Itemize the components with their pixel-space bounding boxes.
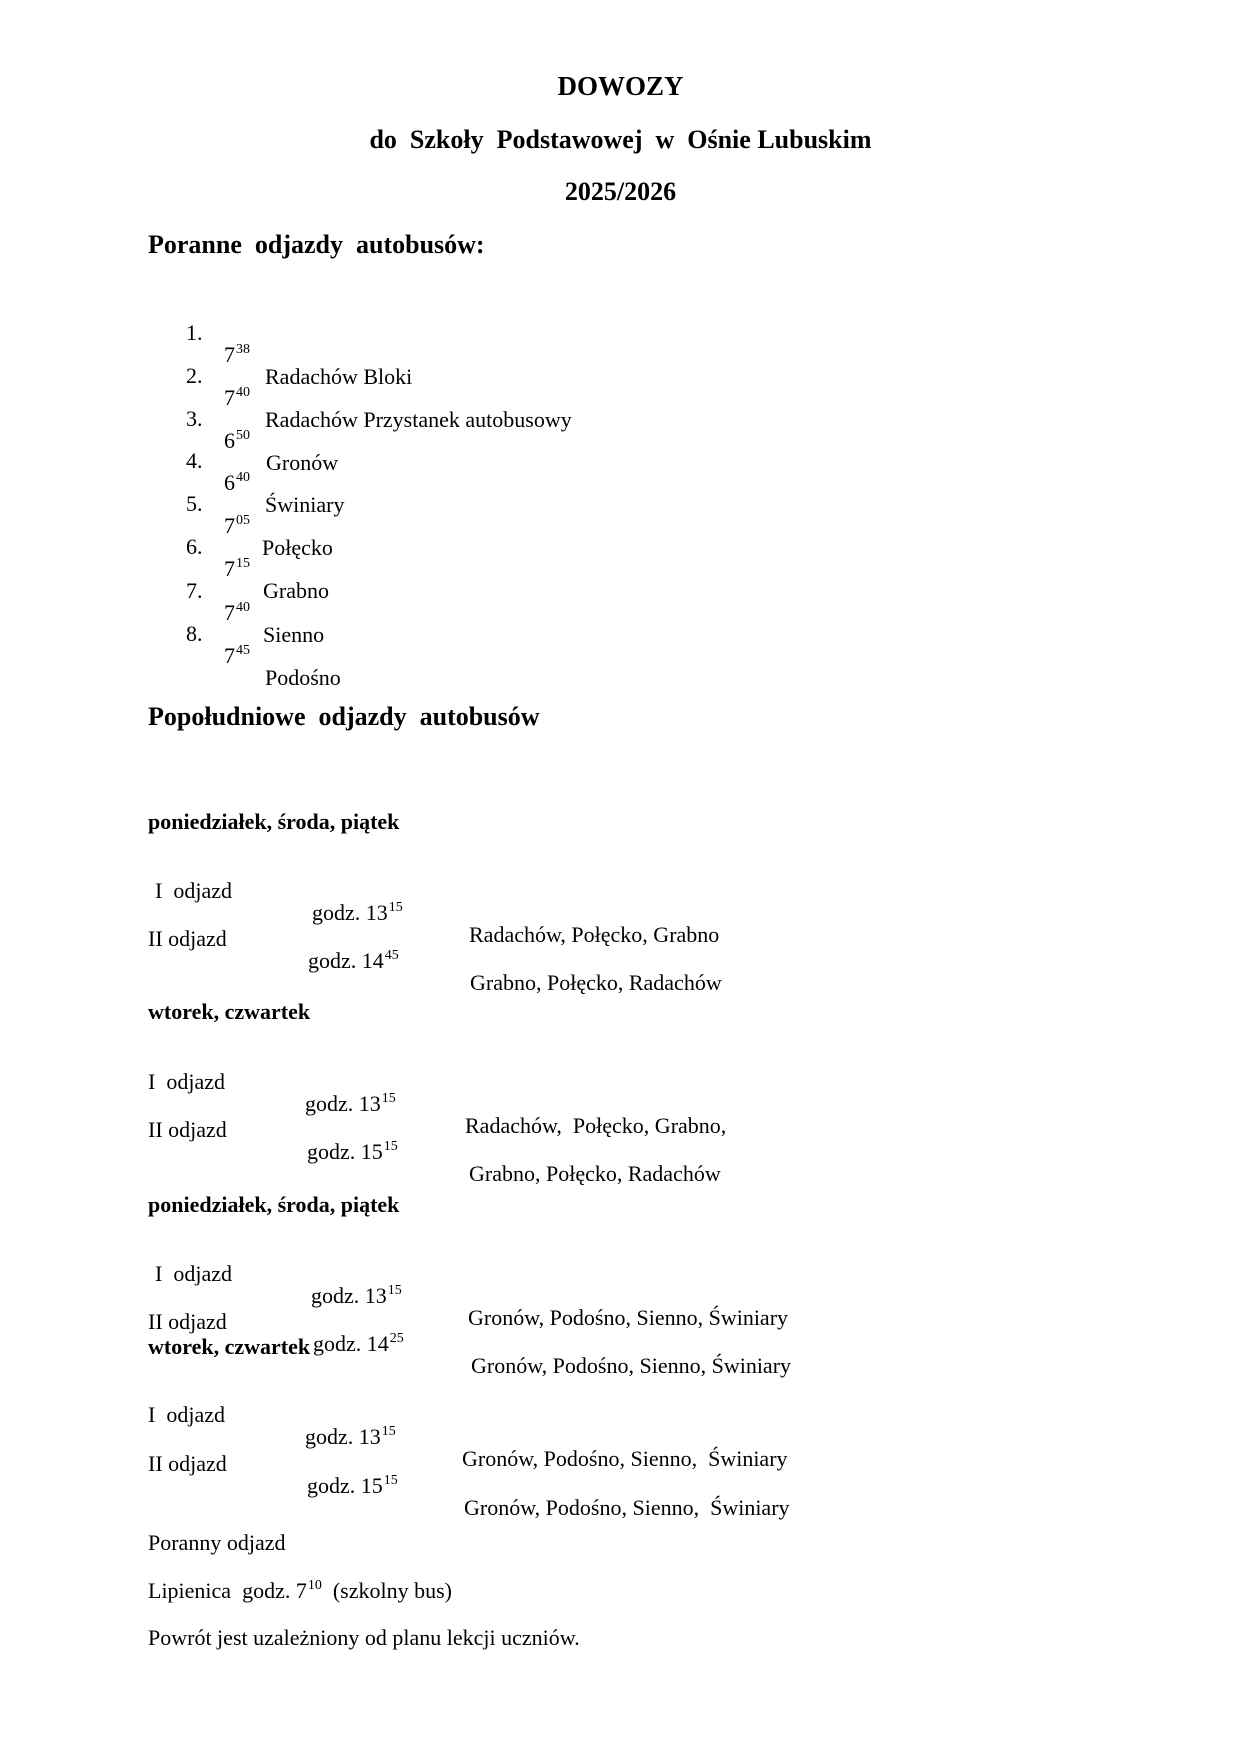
departure-label: I odjazd: [148, 1069, 225, 1094]
afternoon-heading: Popołudniowe odjazdy autobusów: [148, 702, 540, 731]
departure-time: godz. $14^{25}$: [313, 1331, 404, 1356]
days-label: wtorek, czwartek: [148, 1334, 311, 1359]
departure-label: II odjazd: [148, 1117, 227, 1142]
document-title: DOWOZY: [557, 71, 684, 101]
document-subtitle: do Szkoły Podstawowej w Ośnie Lubuskim: [369, 125, 872, 154]
departure-time: $7^{15}$: [224, 556, 250, 581]
school-year: 2025/2026: [564, 177, 677, 206]
departure-time: godz. $13^{15}$: [311, 1283, 402, 1308]
route: Gronów, Podośno, Sienno, Świniary: [464, 1495, 790, 1520]
departure-time: $7^{05}$: [224, 513, 250, 538]
route: Gronów, Podośno, Sienno, Świniary: [468, 1305, 789, 1330]
departure-time: godz. $13^{15}$: [305, 1424, 396, 1449]
route: Grabno, Połęcko, Radachów: [469, 1161, 721, 1186]
departure-time: $7^{40}$: [224, 385, 250, 410]
departure-time: $7^{40}$: [224, 600, 250, 625]
departure-time: godz. $15^{15}$: [307, 1139, 398, 1164]
stop-name: Gronów: [266, 450, 339, 475]
days-label: wtorek, czwartek: [148, 999, 311, 1024]
route: Radachów, Połęcko, Grabno: [469, 922, 720, 947]
item-number: 2.: [186, 363, 203, 388]
item-number: 7.: [186, 578, 203, 603]
stop-name: Radachów Przystanek autobusowy: [265, 407, 572, 432]
item-number: 6.: [186, 534, 203, 559]
return-note: Powrót jest uzależniony od planu lekcji uczniów.: [148, 1625, 580, 1650]
morning-heading: Poranne odjazdy autobusów:: [148, 230, 485, 259]
departure-label: I odjazd: [148, 1402, 225, 1427]
departure-time: godz. $13^{15}$: [312, 900, 403, 925]
departure-label: I odjazd: [155, 1261, 232, 1286]
departure-time: $6^{40}$: [224, 470, 250, 495]
morning-departure-label: Poranny odjazd: [148, 1530, 286, 1555]
item-number: 4.: [186, 448, 203, 473]
route: Gronów, Podośno, Sienno, Świniary: [462, 1446, 788, 1471]
item-number: 8.: [186, 621, 203, 646]
item-number: 5.: [186, 491, 203, 516]
departure-label: II odjazd: [148, 1451, 227, 1476]
departure-label: I odjazd: [155, 878, 232, 903]
route: Grabno, Połęcko, Radachów: [470, 970, 722, 995]
stop-name: Świniary: [265, 492, 345, 517]
departure-label: II odjazd: [148, 926, 227, 951]
route: Gronów, Podośno, Sienno, Świniary: [471, 1353, 792, 1378]
departure-time: $7^{38}$: [224, 342, 250, 367]
item-number: 1.: [186, 320, 203, 345]
departure-time: $6^{50}$: [224, 428, 250, 453]
stop-name: Radachów Bloki: [265, 364, 413, 389]
stop-name: Podośno: [265, 665, 341, 690]
stop-name: Połęcko: [262, 535, 333, 560]
departure-time: godz. $13^{15}$: [305, 1091, 396, 1116]
stop-name: Sienno: [263, 622, 325, 647]
departure-label: II odjazd: [148, 1309, 227, 1334]
departure-time: godz. $15^{15}$: [307, 1473, 398, 1498]
days-label: poniedziałek, środa, piątek: [148, 1192, 400, 1217]
stop-name: Grabno: [263, 578, 329, 603]
lipienica-departure: Lipienica godz. $7^{10}$ (szkolny bus): [148, 1578, 452, 1603]
departure-time: $7^{45}$: [224, 643, 250, 668]
route: Radachów, Połęcko, Grabno,: [465, 1113, 727, 1138]
departure-time: godz. $14^{45}$: [308, 948, 399, 973]
days-label: poniedziałek, środa, piątek: [148, 809, 400, 834]
item-number: 3.: [186, 406, 203, 431]
